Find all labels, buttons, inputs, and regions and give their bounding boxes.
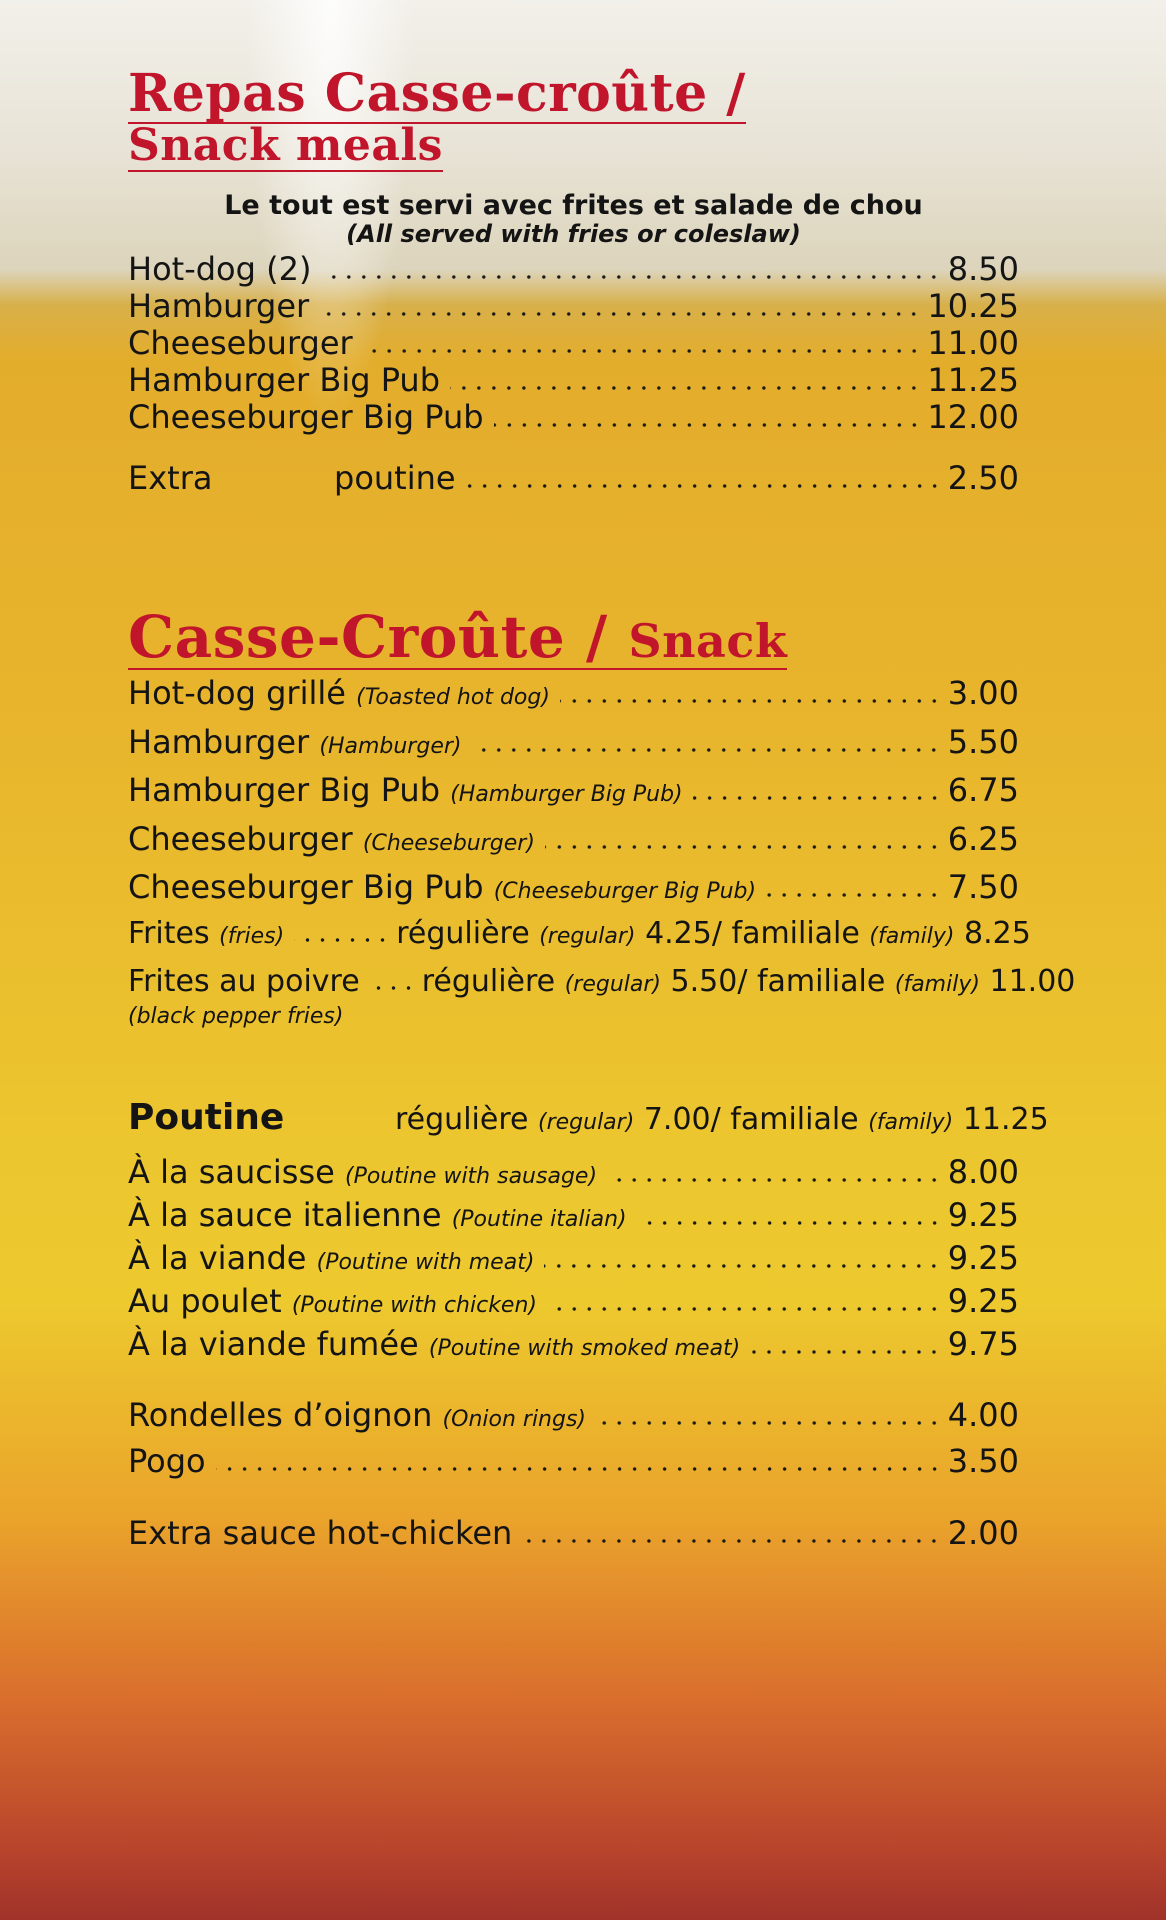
served-with-note: Le tout est servi avec frites et salade de chou: [224, 190, 923, 221]
menu-item: [128, 1442, 1019, 1480]
item-name: Hamburger Big Pub: [128, 361, 441, 399]
family-label: / familiale: [711, 916, 860, 951]
served-with-note-en: (All served with fries or coleslaw): [346, 220, 801, 248]
item-name: Pogo: [128, 1442, 206, 1480]
item-name: Cheeseburger Big Pub: [128, 398, 484, 436]
item-name-fr: À la saucisse: [128, 1153, 335, 1191]
item-translation: (Poutine with smoked meat): [428, 1336, 741, 1361]
item-name-fr: Rondelles d’oignon: [128, 1396, 433, 1434]
item-name-fr: Hot-dog grillé: [128, 674, 346, 712]
item-translation: (fries): [219, 924, 285, 949]
item-name: Hamburger: [128, 287, 310, 325]
section-title-snack: [128, 603, 788, 671]
item-translation: (Poutine with meat): [316, 1250, 535, 1275]
extra-label: Extra: [128, 459, 213, 497]
item-name: Hot-dog (2): [128, 250, 312, 288]
dot-leader: [450, 385, 921, 391]
item-name: [128, 723, 462, 761]
item-name-fr: À la viande: [128, 1239, 307, 1277]
item-name: Extra sauce hot-chicken: [128, 1514, 513, 1552]
item-price: 8.50: [947, 250, 1019, 288]
item-name-fr: Au poulet: [128, 1282, 282, 1320]
item-translation: (Hamburger): [319, 734, 462, 759]
title-line-1: Repas Casse-croûte /: [128, 63, 746, 124]
family-price: [737, 964, 1076, 999]
regular-price: [396, 916, 712, 951]
menu-item: [128, 868, 1019, 906]
menu-item: [128, 1196, 1019, 1234]
regular-value: 4.25: [645, 916, 712, 951]
family-en: (family): [868, 1110, 954, 1135]
regular-value: 7.00: [643, 1102, 711, 1137]
dot-leader: [370, 985, 416, 991]
item-name-fr: Hamburger Big Pub: [128, 771, 441, 809]
section-title-snack-meals: [128, 63, 746, 124]
regular-label: régulière: [395, 1102, 529, 1137]
regular-price: [395, 1102, 711, 1137]
dot-leader: [596, 1420, 942, 1426]
item-price: 4.00: [947, 1396, 1019, 1434]
menu-item: [128, 1239, 1019, 1277]
family-label: / familiale: [710, 1102, 859, 1137]
item-name: poutine: [334, 459, 456, 497]
poutine-header: [128, 1097, 1049, 1138]
regular-value: 5.50: [670, 964, 738, 999]
item-name: Frites au poivre: [128, 964, 360, 999]
item-price: 2.00: [947, 1514, 1019, 1552]
title-small: Snack: [628, 614, 788, 668]
item-price: 6.25: [947, 820, 1019, 858]
item-name: [128, 1396, 587, 1434]
dot-leader: [321, 274, 941, 280]
item-translation: (Onion rings): [442, 1407, 587, 1432]
dot-leader: [545, 844, 942, 850]
item-name: [128, 820, 535, 858]
family-price: [711, 916, 1031, 951]
menu-item: [128, 723, 1019, 761]
menu-item: [128, 287, 1019, 325]
menu-item: [128, 771, 1019, 809]
extra-sauce-item: [128, 1514, 1019, 1552]
item-price: 11.00: [927, 324, 1019, 362]
fries-item: [128, 916, 1031, 951]
dot-leader: [522, 1538, 941, 1544]
item-name-fr: Cheeseburger: [128, 820, 353, 858]
item-price: 10.25: [927, 287, 1019, 325]
family-value: 11.25: [962, 1102, 1049, 1137]
item-name: [128, 868, 757, 906]
menu-item: [128, 820, 1019, 858]
item-translation: (Poutine with chicken): [291, 1293, 537, 1318]
item-name: [128, 1282, 537, 1320]
item-name: [128, 771, 683, 809]
item-price: 11.25: [927, 361, 1019, 399]
item-price: 3.00: [947, 674, 1019, 712]
dot-leader: [607, 1177, 942, 1183]
item-price: 2.50: [947, 459, 1019, 497]
title-line-2: Snack meals: [128, 120, 443, 171]
item-name: [128, 1153, 598, 1191]
item-translation: (Poutine italian): [451, 1207, 627, 1232]
item-price: 12.00: [927, 398, 1019, 436]
extra-poutine-item: [128, 459, 1019, 497]
item-name: Cheeseburger: [128, 324, 353, 362]
item-price: 6.75: [947, 771, 1019, 809]
dot-leader: [216, 1466, 942, 1472]
snack-title-underline: [128, 603, 788, 671]
item-name-fr: À la viande fumée: [128, 1325, 419, 1363]
dot-leader: [363, 348, 922, 354]
section-title-snack-meals-2: [128, 120, 443, 172]
dot-leader: [637, 1220, 942, 1226]
regular-label: régulière: [421, 964, 556, 999]
poutine-title: Poutine: [128, 1097, 285, 1138]
menu-item: [128, 398, 1019, 436]
dot-leader: [494, 422, 922, 428]
dot-leader: [466, 483, 942, 489]
menu-item: [128, 1153, 1019, 1191]
title-main: Casse-Croûte /: [128, 603, 608, 671]
dot-leader: [547, 1306, 942, 1312]
dot-leader: [319, 311, 921, 317]
item-name: [128, 916, 285, 951]
family-price: [710, 1102, 1049, 1137]
dot-leader: [766, 892, 942, 898]
item-name: [128, 1239, 535, 1277]
dot-leader: [471, 747, 941, 753]
item-price: 9.75: [947, 1325, 1019, 1363]
family-en: (family): [869, 924, 955, 949]
item-translation: (Hamburger Big Pub): [450, 782, 683, 807]
item-name-fr: À la sauce italienne: [128, 1196, 442, 1234]
menu-item: [128, 324, 1019, 362]
item-name: [128, 674, 550, 712]
pepper-fries-note: (black pepper fries): [128, 1004, 344, 1029]
item-translation: (Poutine with sausage): [344, 1164, 598, 1189]
regular-en: (regular): [564, 972, 661, 997]
menu-item: [128, 1396, 1019, 1434]
item-name: [128, 1325, 741, 1363]
menu-item: [128, 361, 1019, 399]
regular-label: régulière: [396, 916, 530, 951]
item-name-fr: Hamburger: [128, 723, 310, 761]
item-translation: (Toasted hot dog): [356, 685, 550, 710]
regular-en: (regular): [539, 924, 636, 949]
family-en: (family): [894, 972, 980, 997]
menu-item: [128, 1282, 1019, 1320]
menu-item: [128, 250, 1019, 288]
pepper-fries-item: [128, 964, 1076, 999]
dot-leader: [750, 1349, 941, 1355]
item-name-fr: Frites: [128, 916, 210, 951]
menu-item: [128, 1325, 1019, 1363]
dot-leader: [693, 795, 942, 801]
menu-item: [128, 674, 1019, 712]
item-price: 9.25: [947, 1282, 1019, 1320]
family-value: 8.25: [964, 916, 1031, 951]
item-price: 8.00: [947, 1153, 1019, 1191]
family-label: / familiale: [737, 964, 886, 999]
item-name-fr: Cheeseburger Big Pub: [128, 868, 484, 906]
dot-leader: [294, 937, 390, 943]
item-price: 9.25: [947, 1196, 1019, 1234]
item-translation: (Cheeseburger Big Pub): [493, 879, 757, 904]
item-price: 9.25: [947, 1239, 1019, 1277]
regular-en: (regular): [538, 1110, 635, 1135]
regular-price: [421, 964, 738, 999]
dot-leader: [544, 1263, 941, 1269]
family-value: 11.00: [989, 964, 1076, 999]
item-name: [128, 1196, 627, 1234]
item-translation: (Cheeseburger): [362, 831, 535, 856]
item-price: 5.50: [947, 723, 1019, 761]
item-price: 3.50: [947, 1442, 1019, 1480]
item-price: 7.50: [947, 868, 1019, 906]
dot-leader: [560, 698, 942, 704]
